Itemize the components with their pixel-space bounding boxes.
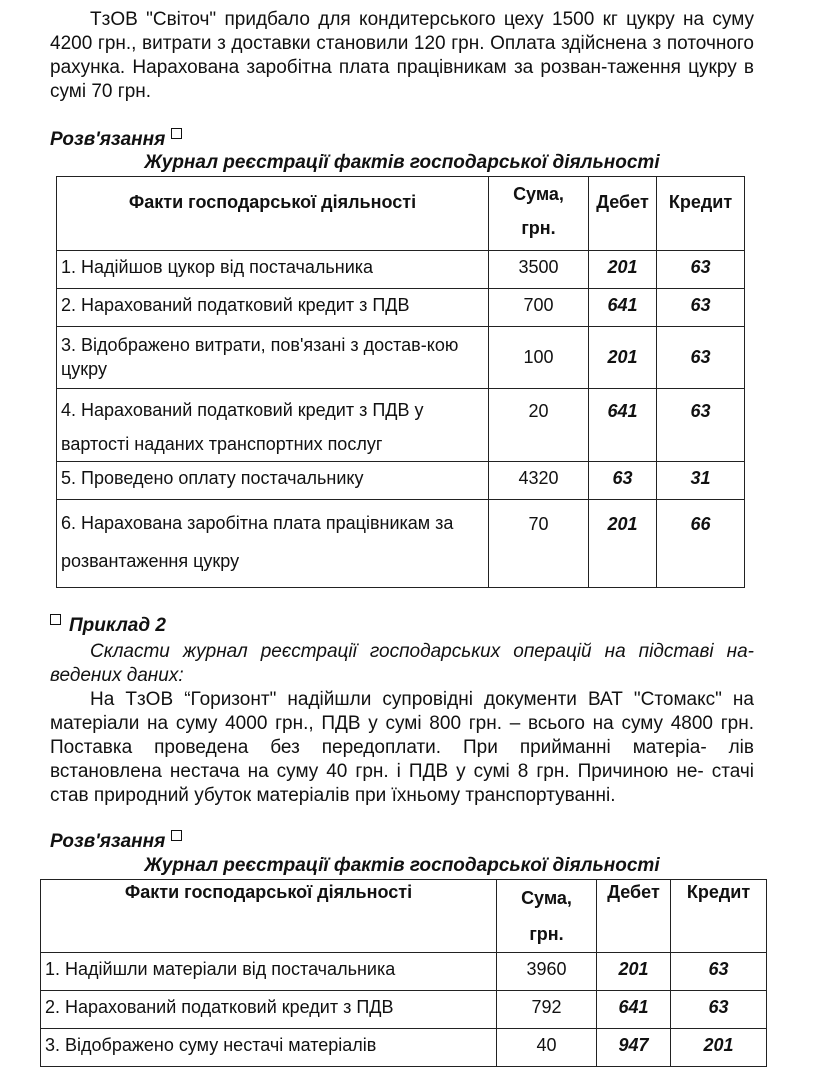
header-sum-line1: Сума, — [513, 184, 564, 204]
table-title-2: Журнал реєстрації фактів господарської діяльності — [144, 855, 660, 876]
fact-cell: 4. Нарахований податковий кредит з ПДВ у вартості наданих транспортних послуг — [57, 389, 489, 462]
sum-cell: 3960 — [497, 953, 597, 991]
header-facts: Факти господарської діяльності — [57, 177, 489, 251]
table-row — [57, 327, 745, 389]
header-sum-line1: Сума, — [521, 888, 572, 908]
journal-table-2 — [40, 879, 767, 1067]
debit-cell: 641 — [597, 991, 671, 1029]
fact-cell: 1. Надійшов цукор від постачальника — [57, 251, 489, 289]
intro-paragraph: ТзОВ "Світоч" придбало для кондитерського цеху 1500 кг цукру на суму 4200 грн., витрати з доставки становили 120 грн. Оплата здійснена з поточного рахунка. Нарахована заробітна плата працівникам за розван-таження цукру в сумі 70 грн. — [50, 9, 754, 102]
header-facts: Факти господарської діяльності — [41, 880, 497, 953]
checkbox-icon — [50, 614, 61, 625]
debit-cell: 641 — [589, 289, 657, 327]
header-credit: Кредит — [657, 177, 745, 251]
header-debit: Дебет — [589, 177, 657, 251]
table-title-1: Журнал реєстрації фактів господарської діяльності — [144, 152, 660, 173]
table-header-row — [41, 880, 767, 953]
fact-cell: 2. Нарахований податковий кредит з ПДВ — [41, 991, 497, 1029]
header-sum-line2: грн. — [521, 218, 556, 238]
fact-cell: 3. Відображено витрати, пов'язані з достав-кою цукру — [57, 327, 489, 389]
credit-cell: 66 — [657, 500, 745, 588]
journal-table-1 — [56, 176, 745, 588]
header-credit: Кредит — [671, 880, 767, 953]
table-row — [41, 1029, 767, 1067]
debit-cell: 201 — [597, 953, 671, 991]
sum-cell: 700 — [489, 289, 589, 327]
checkbox-icon — [171, 128, 182, 139]
debit-cell: 201 — [589, 251, 657, 289]
solution-label-1: Розв'язання — [50, 129, 166, 150]
checkbox-icon — [171, 830, 182, 841]
header-sum-line2: грн. — [529, 924, 564, 944]
credit-cell: 63 — [657, 389, 745, 462]
table-row — [57, 462, 745, 500]
sum-cell: 40 — [497, 1029, 597, 1067]
solution-heading-2 — [50, 830, 182, 853]
debit-cell: 201 — [589, 327, 657, 389]
example-heading-2 — [50, 614, 166, 637]
debit-cell: 201 — [589, 500, 657, 588]
table-row — [57, 500, 745, 588]
sum-cell: 4320 — [489, 462, 589, 500]
sum-cell: 792 — [497, 991, 597, 1029]
credit-cell: 63 — [657, 327, 745, 389]
sum-cell: 100 — [489, 327, 589, 389]
fact-cell: 3. Відображено суму нестачі матеріалів — [41, 1029, 497, 1067]
header-sum — [497, 880, 597, 953]
solution-label-2: Розв'язання — [50, 831, 166, 852]
table-header-row — [57, 177, 745, 251]
example-task: Скласти журнал реєстрації господарських операцій на підставі на-ведених даних: — [50, 641, 754, 686]
table-row — [57, 289, 745, 327]
debit-cell: 641 — [589, 389, 657, 462]
credit-cell: 201 — [671, 1029, 767, 1067]
credit-cell: 63 — [657, 251, 745, 289]
sum-cell: 20 — [489, 389, 589, 462]
fact-cell: 6. Нарахована заробітна плата працівникам за розвантаження цукру — [57, 500, 489, 588]
header-debit: Дебет — [597, 880, 671, 953]
sum-cell: 3500 — [489, 251, 589, 289]
fact-cell: 2. Нарахований податковий кредит з ПДВ — [57, 289, 489, 327]
solution-heading-1 — [50, 128, 182, 151]
fact-cell: 1. Надійшли матеріали від постачальника — [41, 953, 497, 991]
table-row — [57, 251, 745, 289]
credit-cell: 63 — [671, 953, 767, 991]
debit-cell: 63 — [589, 462, 657, 500]
credit-cell: 63 — [671, 991, 767, 1029]
credit-cell: 63 — [657, 289, 745, 327]
debit-cell: 947 — [597, 1029, 671, 1067]
header-sum — [489, 177, 589, 251]
fact-cell: 5. Проведено оплату постачальнику — [57, 462, 489, 500]
credit-cell: 31 — [657, 462, 745, 500]
table-row — [41, 991, 767, 1029]
table-row — [41, 953, 767, 991]
sum-cell: 70 — [489, 500, 589, 588]
table-row — [57, 389, 745, 462]
example-label-2: Приклад 2 — [69, 615, 166, 636]
example-text: На ТзОВ “Горизонт" надійшли супровідні документи ВАТ "Стомакс" на матеріали на суму 4000 грн., ПДВ у сумі 800 грн. – всього на суму 4800 грн. Поставка проведена без передоплати. При прийманні матеріа- лів встановлена нестача на суму 40 грн. і ПДВ у сумі 8 грн. Причиною не- стачі став природний убуток матеріалів при їхньому транспортуванні. — [50, 689, 754, 806]
